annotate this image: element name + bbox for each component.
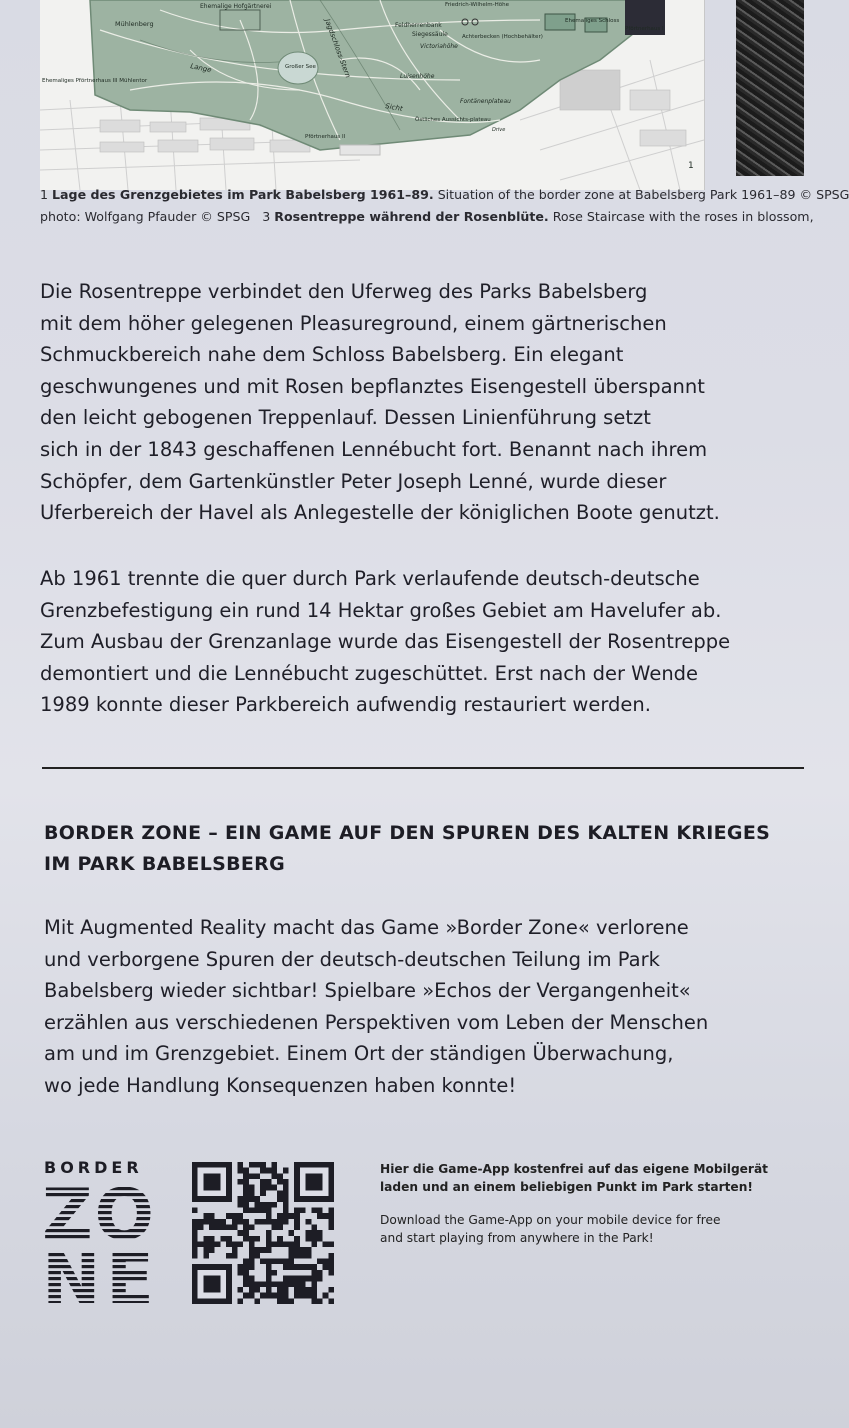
section-divider xyxy=(42,767,804,769)
map-label-fontaenenplateau: Fontänenplateau xyxy=(460,98,511,105)
map-label-siegessaeule: Siegessäule xyxy=(412,31,448,38)
paragraph-line: geschwungenes und mit Rosen bepflanztes Eisengestell überspannt xyxy=(40,374,705,398)
map-label-friedrich: Friedrich-Wilhelm-Höhe xyxy=(445,2,509,8)
paragraph-line: Die Rosentreppe verbindet den Uferweg des Parks Babelsberg xyxy=(40,280,648,303)
caption-title-1: Lage des Grenzgebietes im Park Babelsberg 1961–89. xyxy=(52,187,434,202)
paragraph-line: Ab 1961 trennte die quer durch Park verlaufende deutsch-deutsche xyxy=(40,567,700,590)
map-label-pfoertnerhaus3: Ehemaliges Pförtnerhaus III Mühlentor xyxy=(42,78,148,84)
paragraph-line: den leicht gebogenen Treppenlauf. Dessen Linienführung setzt xyxy=(40,406,651,430)
logo-zone-graphic xyxy=(42,1174,154,1320)
caption-title-3: Rosentreppe während der Rosenblüte. xyxy=(274,209,549,224)
map-label-drive: Drive xyxy=(492,127,506,133)
caption-number-3: 3 xyxy=(262,209,271,224)
park-map xyxy=(40,0,705,190)
paragraph-line: Uferbereich der Havel als Anlegestelle der königlichen Boote genutzt. xyxy=(40,501,720,525)
map-label-schloss: Ehemaliges Schloss xyxy=(565,18,620,24)
paragraph-line: am und im Grenzgebiet. Einem Ort der ständigen Überwachung, xyxy=(44,1042,674,1066)
paragraph-line: Schmuckbereich nahe dem Schloss Babelsberg. Ein elegant xyxy=(40,343,624,367)
map-label-pfoertnerhaus2: Pförtnerhaus II xyxy=(305,134,346,140)
heading-line: IM PARK BABELSBERG xyxy=(44,853,285,875)
paragraph-line: Zum Ausbau der Grenzanlage wurde das Eisengestell der Rosentreppe xyxy=(40,630,731,654)
logo-wordmark-top: BORDER xyxy=(44,1158,143,1177)
map-label-muehlenberg: Mühlenberg xyxy=(115,20,154,28)
paragraph-line: Grenzbefestigung ein rund 14 Hektar großes Gebiet am Havelufer ab. xyxy=(40,598,722,622)
logo-zo: ZO xyxy=(42,1174,154,1256)
map-label-sicht: Sicht xyxy=(384,102,404,113)
qr-code-graphic[interactable] xyxy=(192,1162,334,1304)
paragraph-line: und verborgene Spuren der deutsch-deutschen Teilung im Park xyxy=(44,947,660,971)
paragraph-line: wo jede Handlung Konsequenzen haben konnte! xyxy=(44,1073,517,1097)
caption-text-3: Rose Staircase with the roses in blossom, xyxy=(552,209,814,224)
border-zone-logo xyxy=(42,1158,154,1320)
caption-text-1: Situation of the border zone at Babelsberg Park 1961–89 © SPSG xyxy=(437,187,849,202)
paragraph-line: 1989 konnte dieser Parkbereich aufwendig restauriert werden. xyxy=(40,693,651,717)
heading-line: BORDER ZONE – EIN GAME AUF DEN SPUREN DES KALTEN KRIEGES xyxy=(44,822,771,844)
map-label-lange: Lange xyxy=(189,62,213,75)
map-label-achterbecken: Achterbecken (Hochbehälter) xyxy=(462,34,543,40)
park-map-drawing xyxy=(40,0,704,190)
map-label-aussicht: Östliches Aussichts-plateau xyxy=(415,117,491,123)
qr-code[interactable] xyxy=(192,1162,334,1304)
section-heading xyxy=(44,818,784,880)
paragraph-line: sich in der 1843 geschaffenen Lennébucht fort. Benannt nach ihrem xyxy=(40,437,708,461)
paragraph-line: erzählen aus verschiedenen Perspektiven vom Leben der Menschen xyxy=(44,1010,709,1034)
paragraph-line: demontiert und die Lennébucht zugeschüttet. Erst nach der Wende xyxy=(40,661,699,685)
download-line: Download the Game-App on your mobile device for free xyxy=(380,1213,721,1227)
download-line: and start playing from anywhere in the Park! xyxy=(380,1231,654,1245)
paragraph-rosentreppe xyxy=(40,276,780,529)
paragraph-grenze xyxy=(40,563,780,721)
caption-number-1: 1 xyxy=(40,187,49,202)
caption-photo-credit: photo: Wolfgang Pfauder © SPSG xyxy=(40,209,251,224)
paragraph-game xyxy=(44,912,784,1102)
map-label-see: Großer See xyxy=(285,64,316,70)
rose-staircase-photo xyxy=(736,0,804,176)
map-label-feldherrnbank: Feldherrenbank xyxy=(395,22,442,29)
download-text-german xyxy=(380,1160,780,1196)
paragraph-line: Schöpfer, dem Gartenkünstler Peter Joseph Lenné, wurde dieser xyxy=(40,469,667,493)
download-line: Hier die Game-App kostenfrei auf das eigene Mobilgerät xyxy=(380,1162,768,1176)
paragraph-line: Mit Augmented Reality macht das Game »Border Zone« verlorene xyxy=(44,916,689,939)
map-figure-number: 1 xyxy=(688,161,694,171)
map-label-jagdschloss: Jagdschloss-Stern xyxy=(323,17,352,79)
figure-caption xyxy=(40,184,849,228)
paragraph-line: Babelsberg wieder sichtbar! Spielbare »Echos der Vergangenheit« xyxy=(44,979,691,1003)
map-label-pfoertnerhaus1: Pförtnerhaus I xyxy=(625,26,664,32)
paragraph-line: mit dem höher gelegenen Pleasureground, einem gärtnerischen xyxy=(40,311,667,335)
map-label-luisenhoehe: Luisenhöhe xyxy=(400,73,435,80)
logo-ne: NE xyxy=(42,1238,154,1320)
download-text-english xyxy=(380,1211,780,1247)
map-label-victoriahoehe: Victoriahöhe xyxy=(420,43,458,50)
download-line: laden und an einem beliebigen Punkt im Park starten! xyxy=(380,1180,753,1194)
map-label-hofgaertnerei: Ehemalige Hofgärtnerei xyxy=(200,3,272,10)
